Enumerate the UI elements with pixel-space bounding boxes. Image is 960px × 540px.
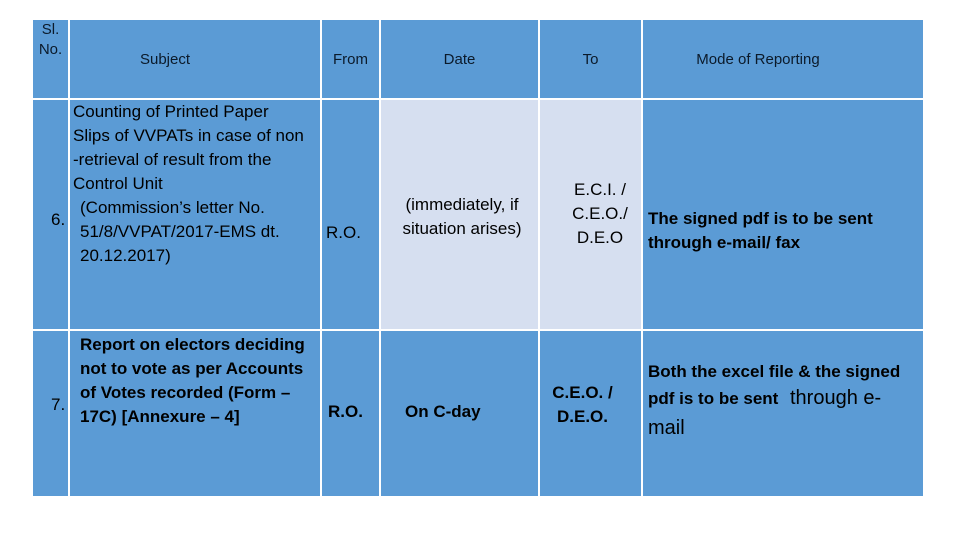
row-7-subject-line-1: Report on electors deciding: [80, 335, 305, 354]
header-sl-no-cell: [33, 20, 68, 98]
row-7-sl-no: 7.: [51, 395, 66, 414]
row-6-from: R.O.: [326, 223, 361, 242]
row-6-subject-line-6: 51/8/VVPAT/2017-EMS dt.: [80, 222, 280, 241]
header-subject-cell: [70, 20, 320, 98]
row-7-from: R.O.: [328, 402, 363, 421]
row-6-date-line-2: situation arises): [402, 219, 522, 238]
row-6-subject-line-2: Slips of VVPATs in case of non: [73, 126, 304, 145]
row-6-subject-line-4: Control Unit: [73, 174, 163, 193]
row-7-subject-line-3: of Votes recorded (Form –: [80, 383, 291, 402]
row-7-to-line-1: C.E.O. /: [552, 383, 613, 402]
row-7-date: On C-day: [405, 402, 481, 421]
row-6-subject-line-3: -retrieval of result from the: [73, 150, 272, 169]
header-sl-no: Sl. No.: [38, 21, 63, 58]
header-to: To: [582, 50, 599, 68]
row-6-to-line-2: C.E.O./: [572, 204, 628, 223]
row-7-subject-line-4: 17C) [Annexure – 4]: [80, 407, 240, 426]
header-from: From: [333, 50, 368, 68]
row-6-date-line-1: (immediately, if: [405, 195, 519, 214]
header-mode-cell: [643, 20, 923, 98]
row-7-mode-line-3: mail: [648, 417, 685, 439]
row-6-from-cell: [322, 100, 379, 329]
row-6-mode-line-2: through e-mail/ fax: [648, 233, 801, 252]
row-7-to-line-2: D.E.O.: [556, 407, 608, 426]
row-6-subject-line-7: 20.12.2017): [80, 246, 171, 265]
header-subject: Subject: [139, 50, 191, 68]
row-6-mode-line-1: The signed pdf is to be sent: [648, 209, 873, 228]
row-6-subject-line-1: Counting of Printed Paper: [73, 102, 269, 121]
header-mode: Mode of Reporting: [696, 50, 820, 68]
row-7-mode-cell: [643, 331, 923, 496]
row-6-to-line-3: D.E.O: [576, 228, 624, 247]
row-6-subject-line-5: (Commission’s letter No.: [80, 198, 265, 217]
row-7-mode-line-1: Both the excel file & the signed: [648, 362, 901, 381]
row-7-subject-line-2: not to vote as per Accounts: [80, 359, 304, 378]
row-6-to-line-1: E.C.I. /: [574, 180, 626, 199]
row-6-sl-no: 6.: [51, 210, 66, 229]
row-7-mode-line-2a: pdf is to be sent: [648, 389, 779, 408]
header-date-cell: [381, 20, 538, 98]
header-to-cell: [540, 20, 641, 98]
row-7-mode-line-2b: through e-: [790, 387, 882, 409]
header-date: Date: [443, 50, 476, 68]
header-from-cell: [322, 20, 379, 98]
